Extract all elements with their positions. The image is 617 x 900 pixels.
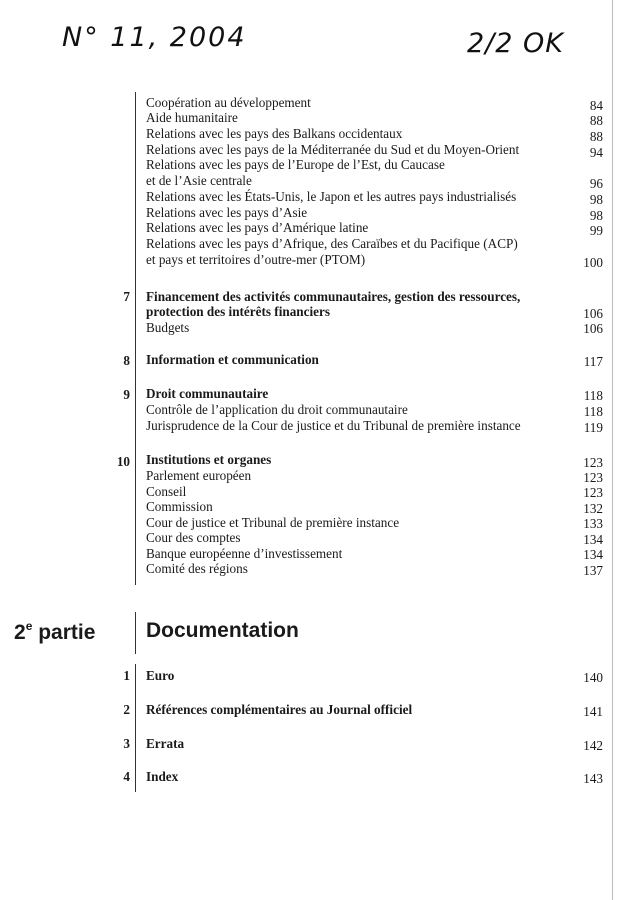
toc-entry: Parlement européen [146, 468, 252, 483]
margin-rule-part2-entries [135, 664, 136, 792]
toc-entry-page: 99 [589, 223, 603, 238]
toc-entry: Banque européenne d’investissement [146, 546, 343, 561]
toc-entry-page: 84 [589, 98, 603, 113]
margin-rule-part2-title [135, 612, 136, 654]
toc-entry: Cour des comptes [146, 530, 241, 545]
toc-entry-page: 98 [589, 192, 603, 207]
section-title: Errata [146, 736, 185, 751]
toc-entry: Jurisprudence de la Cour de justice et du Tribunal de première instance [146, 418, 521, 433]
toc-entry-page: 134 [583, 532, 603, 547]
toc-entry: Budgets [146, 320, 190, 335]
chapter-heading: Droit communautaire [146, 386, 269, 401]
chapter-number: 10 [116, 454, 130, 469]
handwritten-check-note: 2/2 OK [467, 28, 564, 59]
part-word: partie [38, 621, 96, 644]
chapter-number: 7 [123, 289, 130, 304]
toc-entry: Comité des régions [146, 561, 248, 576]
section-page: 141 [583, 704, 603, 719]
margin-rule-top [135, 92, 136, 585]
toc-entry-page: 96 [589, 176, 603, 191]
chapter-heading: Information et communication [146, 352, 319, 367]
chapter-heading: Institutions et organes [146, 452, 272, 467]
toc-entry: Cour de justice et Tribunal de première instance [146, 515, 400, 530]
section-title: Euro [146, 668, 175, 683]
toc-entry: Relations avec les pays d’Afrique, des Caraïbes et du Pacifique (ACP) [146, 236, 518, 251]
section-page: 142 [583, 738, 603, 753]
toc-entry: Conseil [146, 484, 187, 499]
part-number: 2 [14, 621, 26, 644]
toc-entry: Relations avec les États-Unis, le Japon et les autres pays industrialisés [146, 189, 517, 204]
toc-entry: Commission [146, 499, 213, 514]
scan-edge [612, 0, 613, 900]
chapter-page: 106 [583, 306, 603, 321]
chapter-page: 117 [583, 354, 603, 369]
section-title: Index [146, 769, 179, 784]
toc-entry: et pays et territoires d’outre-mer (PTOM) [146, 252, 366, 267]
toc-entry-page: 132 [583, 501, 603, 516]
toc-entry: Coopération au développement [146, 95, 311, 110]
chapter-page: 118 [583, 388, 603, 403]
toc-entry-page: 118 [583, 404, 603, 419]
part-ordinal: e [25, 619, 33, 633]
toc-entry-page: 98 [589, 208, 603, 223]
toc-entry: Aide humanitaire [146, 110, 238, 125]
section-page: 143 [583, 771, 603, 786]
toc-entry-page: 100 [583, 255, 603, 270]
toc-entry-page: 123 [583, 470, 603, 485]
toc-entry-page: 106 [583, 321, 603, 336]
part-title: Documentation [146, 619, 299, 642]
toc-entry: Relations avec les pays de l’Europe de l’Est, du Caucase [146, 157, 445, 172]
toc-entry-page: 123 [583, 485, 603, 500]
part-label [14, 619, 95, 645]
handwritten-issue-note: N° 11, 2004 [62, 22, 247, 53]
section-page: 140 [583, 670, 603, 685]
toc-entry-page: 88 [589, 113, 603, 128]
toc-entry: Relations avec les pays d’Amérique latine [146, 220, 369, 235]
section-number: 1 [123, 668, 130, 683]
toc-entry: Relations avec les pays d’Asie [146, 205, 308, 220]
toc-entry: et de l’Asie centrale [146, 173, 252, 188]
chapter-page: 123 [583, 455, 603, 470]
toc-entry-page: 134 [583, 547, 603, 562]
chapter-heading: protection des intérêts financiers [146, 304, 330, 319]
toc-entry: Relations avec les pays de la Méditerranée du Sud et du Moyen-Orient [146, 142, 520, 157]
toc-entry-page: 94 [589, 145, 603, 160]
toc-entry: Relations avec les pays des Balkans occidentaux [146, 126, 403, 141]
toc-entry-page: 88 [589, 129, 603, 144]
section-number: 2 [123, 702, 130, 717]
toc-entry-page: 137 [583, 563, 603, 578]
chapter-number: 8 [123, 353, 130, 368]
toc-entry-page: 119 [583, 420, 603, 435]
toc-entry: Contrôle de l’application du droit communautaire [146, 402, 408, 417]
chapter-heading: Financement des activités communautaires, gestion des ressources, [146, 289, 521, 304]
chapter-number: 9 [123, 387, 130, 402]
toc-entry-page: 133 [583, 516, 603, 531]
section-number: 4 [123, 769, 130, 784]
section-number: 3 [123, 736, 130, 751]
section-title: Références complémentaires au Journal officiel [146, 702, 413, 717]
